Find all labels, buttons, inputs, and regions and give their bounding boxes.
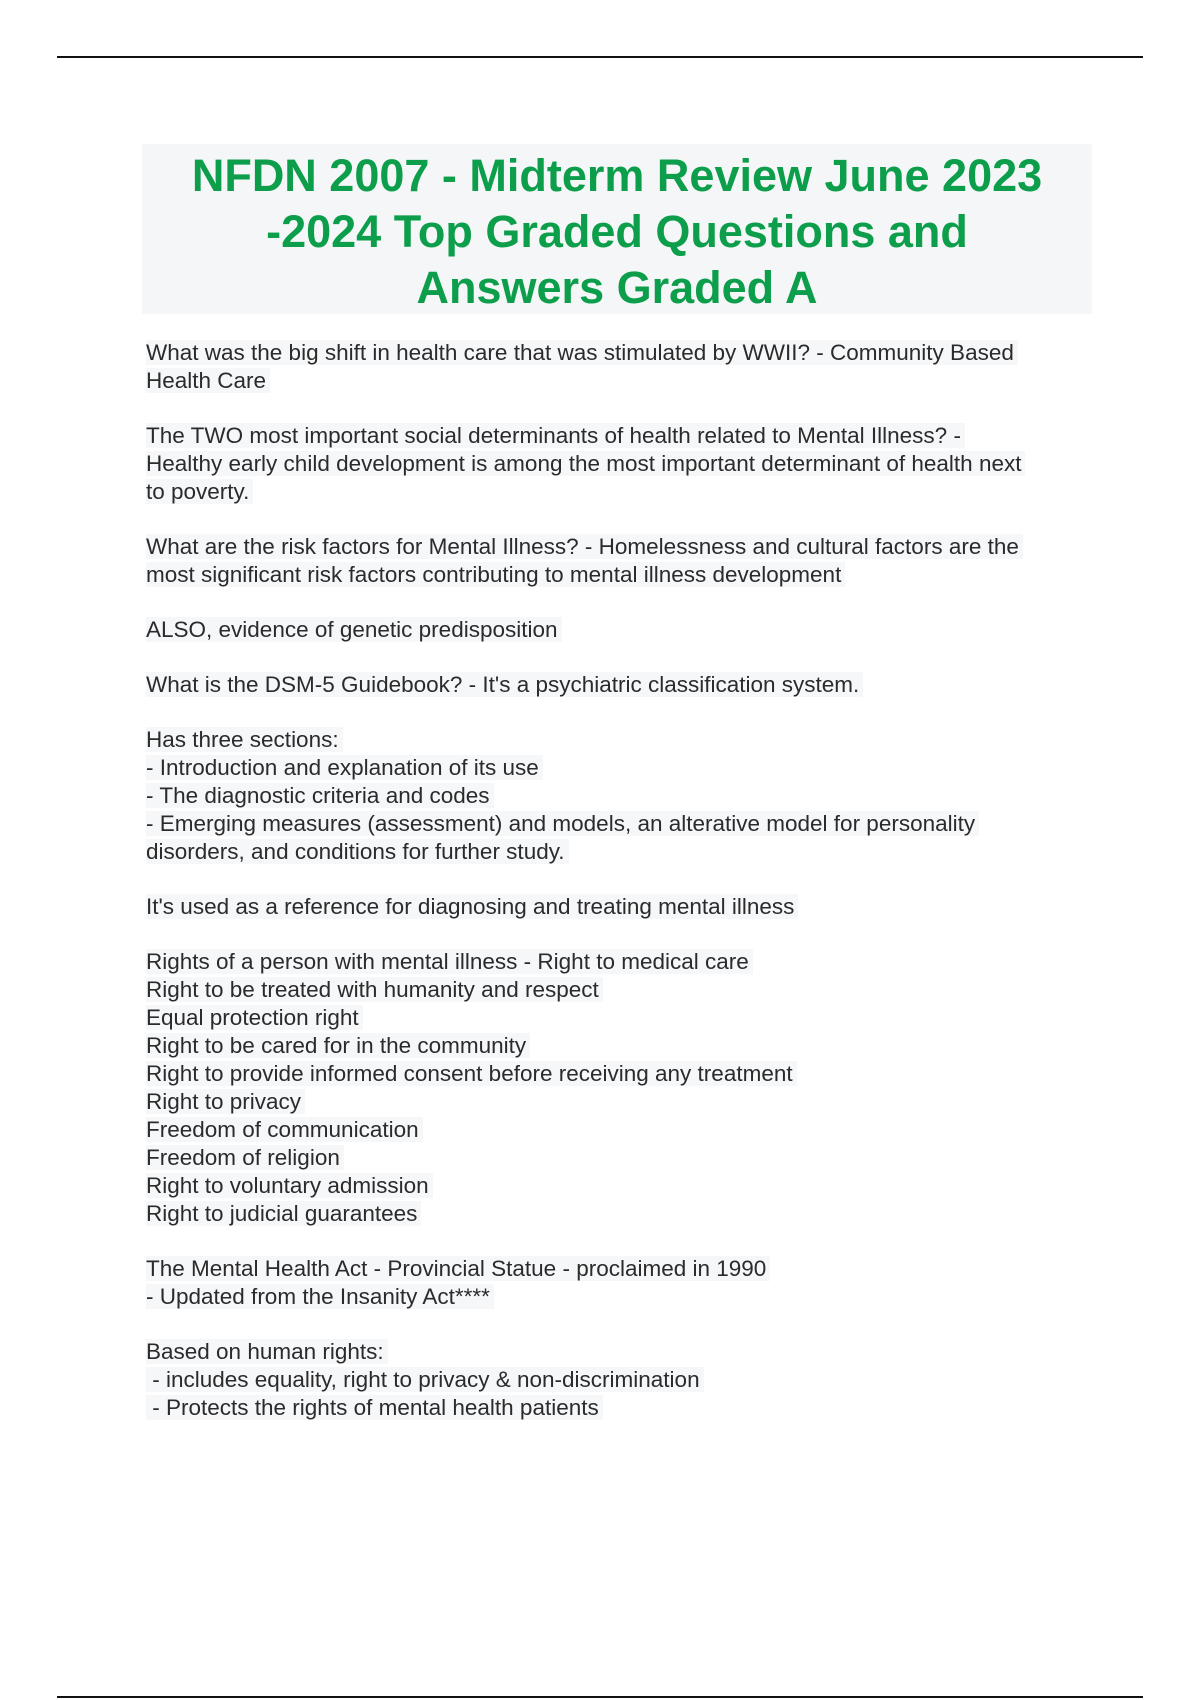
title-line: Answers Graded A (416, 262, 818, 313)
qa-paragraph (146, 339, 1096, 395)
bottom-divider (57, 1696, 1143, 1698)
text-line: The Mental Health Act - Provincial Statue - proclaimed in 1990 (146, 1255, 1096, 1283)
qa-paragraph (146, 533, 1096, 589)
text-line: Right to privacy (146, 1088, 1096, 1116)
top-divider (57, 56, 1143, 58)
title-line: NFDN 2007 - Midterm Review June 2023 (191, 150, 1043, 201)
text-line: - Protects the rights of mental health patients (146, 1394, 1096, 1422)
text-line: Freedom of communication (146, 1116, 1096, 1144)
text-line: disorders, and conditions for further study. (146, 838, 1096, 866)
text-line: - includes equality, right to privacy & non-discrimination (146, 1366, 1096, 1394)
text-line: The TWO most important social determinants of health related to Mental Illness? - (146, 422, 1096, 450)
qa-paragraph (146, 1338, 1096, 1422)
text-line: What are the risk factors for Mental Illness? - Homelessness and cultural factors are the (146, 533, 1096, 561)
qa-paragraph (146, 726, 1096, 866)
text-line: - Introduction and explanation of its use (146, 754, 1096, 782)
text-line: Rights of a person with mental illness - Right to medical care (146, 948, 1096, 976)
text-line: Right to judicial guarantees (146, 1200, 1096, 1228)
qa-paragraph (146, 893, 1096, 921)
text-line: Equal protection right (146, 1004, 1096, 1032)
document-body (146, 339, 1096, 1449)
text-line: What was the big shift in health care that was stimulated by WWII? - Community Based (146, 339, 1096, 367)
text-line: It's used as a reference for diagnosing and treating mental illness (146, 893, 1096, 921)
qa-paragraph (146, 671, 1096, 699)
text-line: - The diagnostic criteria and codes (146, 782, 1096, 810)
text-line: Right to be treated with humanity and respect (146, 976, 1096, 1004)
text-line: ALSO, evidence of genetic predisposition (146, 616, 1096, 644)
text-line: - Emerging measures (assessment) and models, an alterative model for personality (146, 810, 1096, 838)
text-line: Freedom of religion (146, 1144, 1096, 1172)
text-line: Based on human rights: (146, 1338, 1096, 1366)
text-line: most significant risk factors contributing to mental illness development (146, 561, 1096, 589)
text-line: Health Care (146, 367, 1096, 395)
text-line: What is the DSM-5 Guidebook? - It's a psychiatric classification system. (146, 671, 1096, 699)
title-line: -2024 Top Graded Questions and (266, 206, 968, 257)
qa-paragraph (146, 1255, 1096, 1311)
text-line: Right to voluntary admission (146, 1172, 1096, 1200)
qa-paragraph (146, 948, 1096, 1228)
title-banner (142, 144, 1092, 314)
text-line: Right to be cared for in the community (146, 1032, 1096, 1060)
text-line: - Updated from the Insanity Act**** (146, 1283, 1096, 1311)
text-line: Has three sections: (146, 726, 1096, 754)
text-line: Healthy early child development is among the most important determinant of health next (146, 450, 1096, 478)
qa-paragraph (146, 616, 1096, 644)
document-title (142, 148, 1092, 316)
qa-paragraph (146, 422, 1096, 506)
text-line: to poverty. (146, 478, 1096, 506)
text-line: Right to provide informed consent before receiving any treatment (146, 1060, 1096, 1088)
